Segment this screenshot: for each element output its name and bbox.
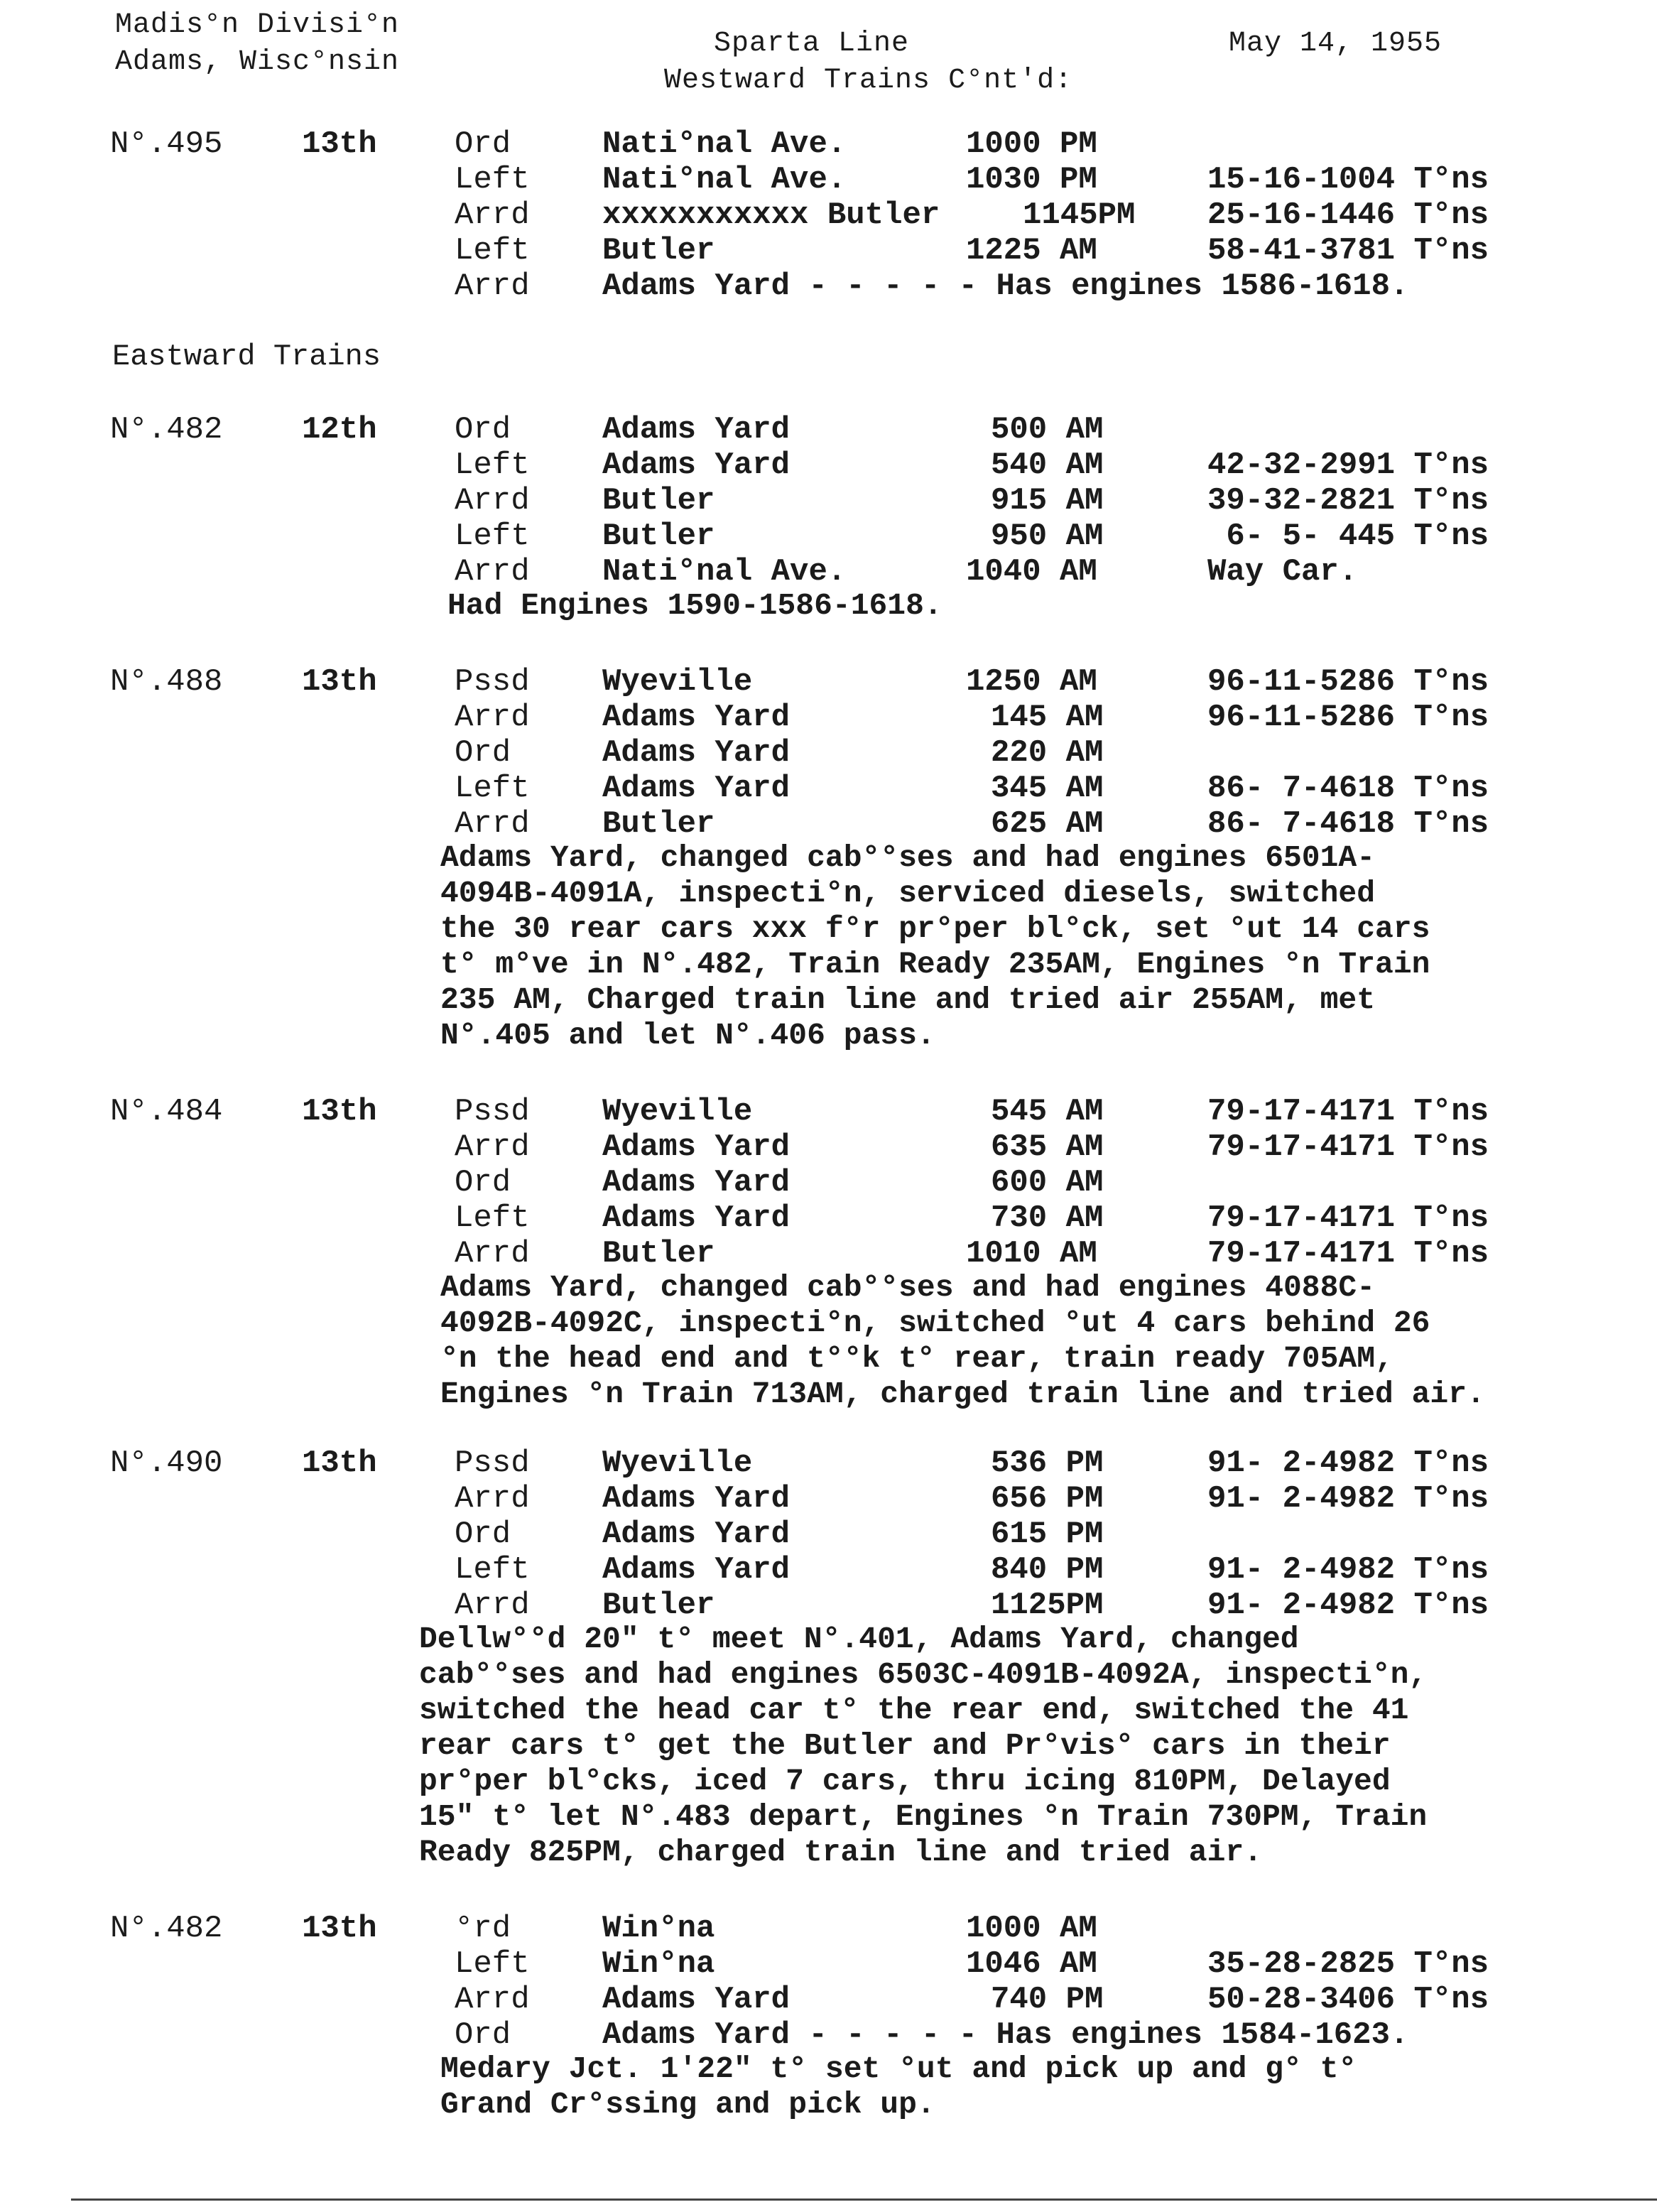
movement-station: Butler (602, 1588, 715, 1623)
movement-tonnage: 91- 2-4982 T°ns (1207, 1446, 1489, 1481)
movement-action: Arrd (455, 806, 530, 842)
movement-time: 730 AM (991, 1200, 1104, 1236)
movement-station: Nati°nal Ave. (602, 126, 847, 162)
movement-action: Pssd (455, 664, 530, 700)
train-day: 12th (302, 412, 377, 448)
movement-tonnage: 86- 7-4618 T°ns (1207, 806, 1489, 842)
train-day: 13th (302, 1094, 377, 1129)
movement-station: Adams Yard (602, 771, 791, 806)
movement-station: Butler (602, 806, 715, 842)
movement-time: 656 PM (991, 1481, 1104, 1517)
movement-action: Ord (455, 1165, 511, 1200)
movement-row (0, 700, 1657, 735)
movement-action: Arrd (455, 197, 530, 233)
movement-row (0, 269, 1657, 304)
movement-row (0, 735, 1657, 771)
movement-station: Adams Yard (602, 1129, 791, 1165)
movement-action: Ord (455, 1517, 511, 1552)
movement-row (0, 771, 1657, 806)
movement-time: 1250 AM (966, 664, 1097, 700)
movement-station: Wyeville (602, 1094, 753, 1129)
movement-tonnage: 79-17-4171 T°ns (1207, 1094, 1489, 1129)
movement-action: Pssd (455, 1094, 530, 1129)
movement-station: Butler (602, 483, 715, 519)
movement-time: 600 AM (991, 1165, 1104, 1200)
train-number: N°.482 (110, 1911, 223, 1946)
movement-station: Adams Yard (602, 1552, 791, 1588)
movement-time: 145 AM (991, 700, 1104, 735)
movement-action: Left (455, 233, 530, 269)
movement-action: Left (455, 519, 530, 554)
movement-row (0, 806, 1657, 842)
movement-action: Arrd (455, 269, 530, 304)
movement-action: Arrd (455, 1236, 530, 1272)
movement-tonnage: 50-28-3406 T°ns (1207, 1982, 1489, 2017)
movement-row (0, 197, 1657, 233)
movement-station: Adams Yard (602, 1982, 791, 2017)
movement-action: Arrd (455, 483, 530, 519)
header-left (115, 7, 399, 81)
movement-station: Nati°nal Ave. (602, 554, 847, 590)
movement-row (0, 448, 1657, 483)
movement-action: Arrd (455, 1129, 530, 1165)
movement-time: 1030 PM (966, 162, 1097, 197)
page-bottom-rule (71, 2199, 1657, 2201)
movement-tonnage: 25-16-1446 T°ns (1207, 197, 1489, 233)
movement-action: Arrd (455, 1588, 530, 1623)
movement-time: 220 AM (991, 735, 1104, 771)
train-number: N°.484 (110, 1094, 223, 1129)
division-name: Madis°n Divisi°n (115, 9, 400, 41)
movement-station: Adams Yard (602, 448, 791, 483)
movement-action: Left (455, 1552, 530, 1588)
movement-row (0, 1911, 1657, 1946)
movement-row (0, 1165, 1657, 1200)
movement-time: 840 PM (991, 1552, 1104, 1588)
movement-tonnage: 79-17-4171 T°ns (1207, 1236, 1489, 1272)
direction-title: Westward Trains C°nt'd: (664, 65, 1073, 97)
movement-tonnage: 58-41-3781 T°ns (1207, 233, 1489, 269)
movement-row (0, 2017, 1657, 2053)
document-date: May 14, 1955 (1229, 28, 1443, 60)
movement-station: Adams Yard (602, 1481, 791, 1517)
movement-tonnage: 42-32-2991 T°ns (1207, 448, 1489, 483)
train-number: N°.482 (110, 412, 223, 448)
movement-time: 915 AM (991, 483, 1104, 519)
movement-action: Ord (455, 412, 511, 448)
movement-station: Win°na (602, 1911, 715, 1946)
movement-tonnage: 91- 2-4982 T°ns (1207, 1588, 1489, 1623)
movement-station: Adams Yard (602, 735, 791, 771)
movement-row (0, 1982, 1657, 2017)
movement-action: Left (455, 448, 530, 483)
movement-station: Adams Yard (602, 1517, 791, 1552)
movement-row (0, 1446, 1657, 1481)
movement-row (0, 1236, 1657, 1272)
movement-time: 345 AM (991, 771, 1104, 806)
movement-time: 540 AM (991, 448, 1104, 483)
header-center (664, 26, 1072, 99)
movement-time: 500 AM (991, 412, 1104, 448)
movement-station: Adams Yard (602, 1165, 791, 1200)
header-right (1229, 26, 1442, 63)
movement-row (0, 1517, 1657, 1552)
movement-row (0, 126, 1657, 162)
movement-station: Adams Yard (602, 700, 791, 735)
train-number: N°.495 (110, 126, 223, 162)
movement-row (0, 1946, 1657, 1982)
movement-time: 625 AM (991, 806, 1104, 842)
movement-tonnage: 79-17-4171 T°ns (1207, 1200, 1489, 1236)
movement-time: 1125PM (991, 1588, 1104, 1623)
movement-row (0, 664, 1657, 700)
movement-station: Adams Yard (602, 412, 791, 448)
movement-row (0, 1481, 1657, 1517)
movement-tonnage: 96-11-5286 T°ns (1207, 700, 1489, 735)
movement-time: 1145PM (1023, 197, 1136, 233)
movement-row (0, 483, 1657, 519)
movement-tonnage: 86- 7-4618 T°ns (1207, 771, 1489, 806)
movement-action: Left (455, 1946, 530, 1982)
train-day: 13th (302, 1446, 377, 1481)
train-day: 13th (302, 1911, 377, 1946)
movement-row (0, 162, 1657, 197)
movement-time: 1225 AM (966, 233, 1097, 269)
movement-row (0, 1588, 1657, 1623)
movement-tonnage: 6- 5- 445 T°ns (1207, 519, 1489, 554)
movement-action: Ord (455, 735, 511, 771)
train-day: 13th (302, 664, 377, 700)
movement-tonnage: 91- 2-4982 T°ns (1207, 1552, 1489, 1588)
train-remarks: Adams Yard, changed cab°°ses and had engines 6501A- 4094B-4091A, inspecti°n, serviced diesels, switched the 30 rear cars xxx f°r pr°per bl°ck, set °ut 14 cars t° m°ve in N°.482, Train Ready 235AM, Engines °n Train 235 AM, Charged train line and tried air 255AM, met N°.405 and let N°.406 pass. (440, 840, 1430, 1053)
movement-station: Adams Yard - - - - - Has engines 1586-1618. (602, 269, 1409, 304)
movement-action: Left (455, 771, 530, 806)
movement-time: 1000 AM (966, 1911, 1097, 1946)
train-remarks: Medary Jct. 1'22" t° set °ut and pick up and g° t° Grand Cr°ssing and pick up. (440, 2051, 1357, 2122)
movement-time: 536 PM (991, 1446, 1104, 1481)
movement-tonnage: 91- 2-4982 T°ns (1207, 1481, 1489, 1517)
movement-tonnage: 96-11-5286 T°ns (1207, 664, 1489, 700)
train-remarks: Dellw°°d 20" t° meet N°.401, Adams Yard, changed cab°°ses and had engines 6503C-4091B-4092A, inspecti°n, switched the head car t° the rear end, switched the 41 rear cars t° get the Butler and Pr°vis° cars in their pr°per bl°cks, iced 7 cars, thru icing 810PM, Delayed 15" t° let N°.483 depart, Engines °n Train 730PM, Train Ready 825PM, charged train line and tried air. (419, 1622, 1428, 1870)
movement-action: Ord (455, 126, 511, 162)
movement-action: Left (455, 162, 530, 197)
movement-station: Adams Yard - - - - - Has engines 1584-1623. (602, 2017, 1409, 2053)
movement-row (0, 412, 1657, 448)
train-remarks: Adams Yard, changed cab°°ses and had engines 4088C- 4092B-4092C, inspecti°n, switched °ut 4 cars behind 26 °n the head end and t°°k t° rear, train ready 705AM, Engines °n Train 713AM, charged train line and tried air. (440, 1270, 1485, 1411)
movement-row (0, 519, 1657, 554)
movement-action: Arrd (455, 554, 530, 590)
movement-station: Butler (602, 1236, 715, 1272)
movement-action: Ord (455, 2017, 511, 2053)
movement-time: 545 AM (991, 1094, 1104, 1129)
train-day: 13th (302, 126, 377, 162)
movement-time: 1040 AM (966, 554, 1097, 590)
movement-tonnage: 35-28-2825 T°ns (1207, 1946, 1489, 1982)
train-number: N°.490 (110, 1446, 223, 1481)
movement-station: Butler (602, 233, 715, 269)
movement-station: Butler (602, 519, 715, 554)
movement-tonnage: 15-16-1004 T°ns (1207, 162, 1489, 197)
movement-tonnage: 79-17-4171 T°ns (1207, 1129, 1489, 1165)
train-remarks: Had Engines 1590-1586-1618. (447, 588, 942, 623)
movement-action: Pssd (455, 1446, 530, 1481)
movement-station: Nati°nal Ave. (602, 162, 847, 197)
movement-time: 635 AM (991, 1129, 1104, 1165)
movement-station: xxxxxxxxxxx Butler (602, 197, 940, 233)
movement-time: 950 AM (991, 519, 1104, 554)
movement-time: 1010 AM (966, 1236, 1097, 1272)
movement-station: Adams Yard (602, 1200, 791, 1236)
movement-tonnage: Way Car. (1207, 554, 1358, 590)
movement-row (0, 1200, 1657, 1236)
movement-time: 1046 AM (966, 1946, 1097, 1982)
movement-time: 615 PM (991, 1517, 1104, 1552)
location: Adams, Wisc°nsin (115, 46, 400, 78)
movement-row (0, 1129, 1657, 1165)
movement-row (0, 1094, 1657, 1129)
movement-time: 1000 PM (966, 126, 1097, 162)
eastward-trains-heading: Eastward Trains (112, 340, 381, 374)
movement-action: Left (455, 1200, 530, 1236)
movement-station: Wyeville (602, 1446, 753, 1481)
movement-tonnage: 39-32-2821 T°ns (1207, 483, 1489, 519)
movement-action: Arrd (455, 700, 530, 735)
movement-action: °rd (455, 1911, 511, 1946)
movement-time: 740 PM (991, 1982, 1104, 2017)
movement-row (0, 233, 1657, 269)
movement-row (0, 554, 1657, 590)
movement-action: Arrd (455, 1481, 530, 1517)
movement-action: Arrd (455, 1982, 530, 2017)
line-name: Sparta Line (714, 28, 910, 60)
movement-row (0, 1552, 1657, 1588)
movement-station: Wyeville (602, 664, 753, 700)
movement-station: Win°na (602, 1946, 715, 1982)
train-number: N°.488 (110, 664, 223, 700)
